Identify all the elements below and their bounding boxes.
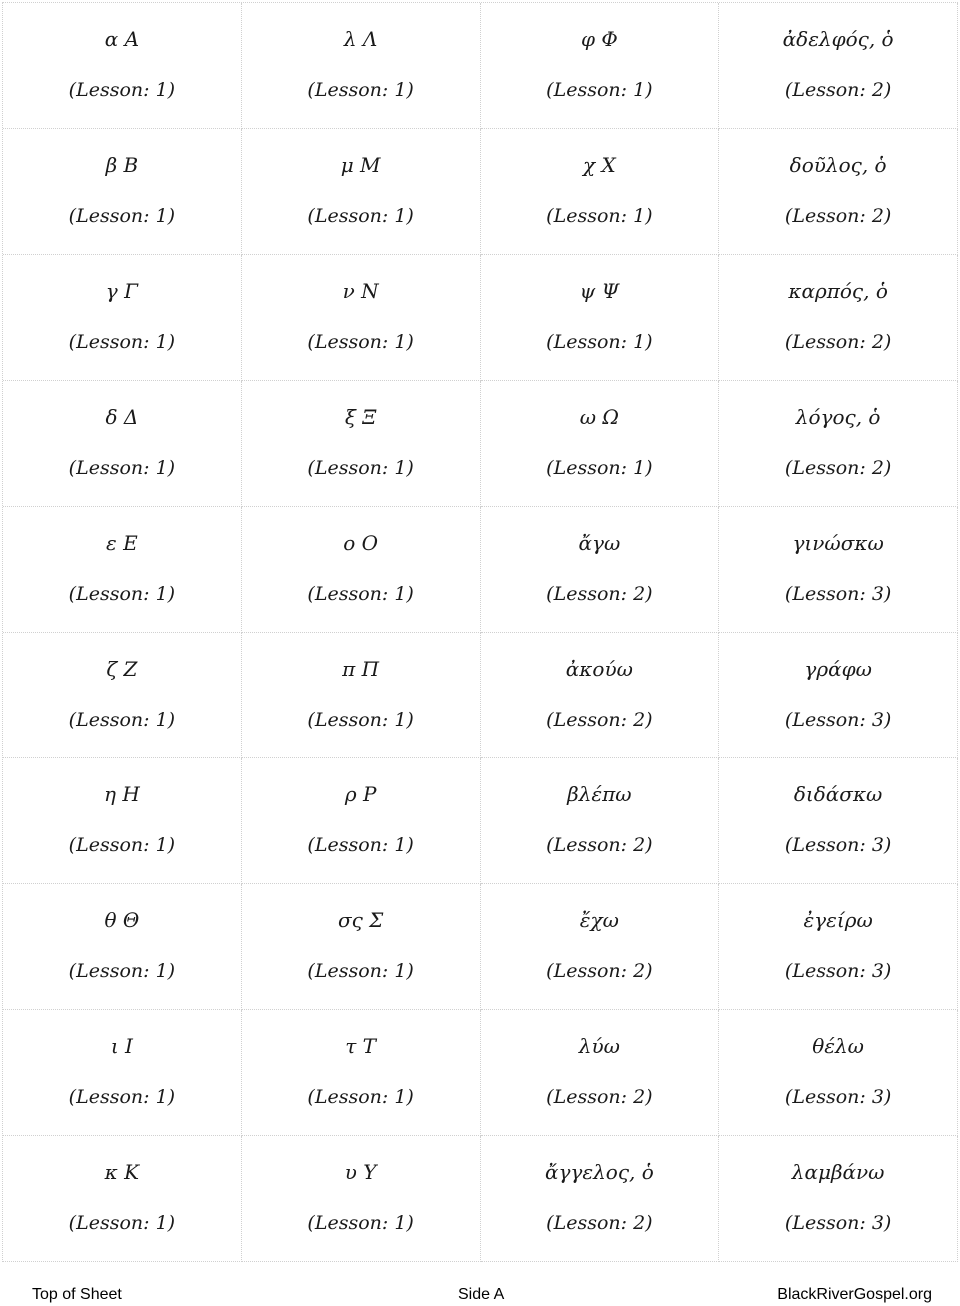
flashcard-term: ἄγω [578, 530, 621, 555]
flashcard [3, 1136, 242, 1262]
flashcard-lesson: (Lesson: 2) [546, 1212, 653, 1235]
flashcard-lesson: (Lesson: 1) [68, 330, 176, 353]
flashcard-lesson: (Lesson: 1) [307, 204, 414, 227]
flashcard-lesson: (Lesson: 1) [307, 1212, 414, 1235]
flashcard-term: ἀδελφός, ὁ [782, 27, 894, 51]
flashcard-lesson: (Lesson: 1) [307, 582, 414, 605]
flashcard [3, 3, 242, 129]
flashcard-term: ρ Ρ [344, 782, 377, 807]
flashcard [481, 3, 720, 129]
flashcard [481, 129, 720, 255]
flashcard [3, 129, 242, 255]
flashcard-term: ἐγείρω [803, 908, 873, 933]
flashcard-sheet [2, 2, 958, 1262]
flashcard-lesson: (Lesson: 2) [546, 582, 653, 605]
flashcard [481, 1136, 720, 1262]
flashcard-term: βλέπω [567, 782, 632, 807]
flashcard [719, 255, 958, 381]
flashcard [719, 884, 958, 1010]
flashcard-term: π Π [342, 656, 380, 681]
flashcard [719, 1136, 958, 1262]
flashcard-term: γινώσκω [792, 530, 884, 555]
flashcard-lesson: (Lesson: 2) [546, 834, 653, 857]
footer-top-of-sheet: Top of Sheet [32, 1286, 122, 1303]
flashcard-lesson: (Lesson: 3) [784, 960, 892, 983]
flashcard-term: τ Τ [345, 1034, 376, 1059]
flashcard [719, 507, 958, 633]
flashcard-lesson: (Lesson: 2) [784, 204, 892, 227]
flashcard-term: κ Κ [104, 1160, 140, 1185]
flashcard-lesson: (Lesson: 1) [546, 79, 653, 101]
flashcard-lesson: (Lesson: 2) [784, 330, 892, 353]
flashcard-term: ο Ο [343, 530, 379, 555]
flashcard-term: ζ Ζ [106, 656, 138, 681]
flashcard [3, 381, 242, 507]
flashcard [481, 758, 720, 884]
flashcard-term: γράφω [804, 656, 872, 681]
flashcard [481, 381, 720, 507]
flashcard-term: διδάσκω [793, 782, 883, 807]
footer-site-name: BlackRiverGospel.org [777, 1286, 932, 1303]
flashcard [242, 507, 481, 633]
flashcard-term: ν Ν [342, 278, 379, 303]
footer-side-label: Side A [458, 1286, 505, 1303]
flashcard-term: β Β [105, 152, 139, 177]
flashcard [719, 633, 958, 759]
flashcard-term: ἔχω [579, 908, 619, 933]
page-footer [0, 1284, 960, 1306]
flashcard [242, 381, 481, 507]
flashcard-lesson: (Lesson: 1) [307, 330, 414, 353]
flashcard-term: φ Φ [580, 27, 618, 51]
flashcard [719, 1010, 958, 1136]
flashcard-lesson: (Lesson: 1) [68, 834, 176, 857]
flashcard-term: λύω [578, 1034, 620, 1059]
flashcard-lesson: (Lesson: 1) [68, 456, 176, 479]
flashcard-term: θ Θ [104, 908, 140, 933]
flashcard-lesson: (Lesson: 1) [68, 582, 176, 605]
flashcard-lesson: (Lesson: 1) [546, 456, 653, 479]
flashcard-term: δοῦλος, ὁ [789, 152, 887, 177]
flashcard-term: α Α [104, 27, 140, 51]
flashcard-lesson: (Lesson: 3) [784, 708, 892, 731]
flashcard [481, 255, 720, 381]
flashcard-term: δ Δ [105, 404, 139, 429]
flashcard-term: λ Λ [343, 27, 378, 51]
flashcard-lesson: (Lesson: 2) [546, 1086, 653, 1109]
flashcard-term: χ Χ [583, 152, 616, 177]
flashcard [719, 129, 958, 255]
flashcard-term: θέλω [812, 1034, 864, 1059]
flashcard [242, 1136, 481, 1262]
flashcard-lesson: (Lesson: 1) [307, 456, 414, 479]
flashcard-lesson: (Lesson: 1) [68, 960, 176, 983]
flashcard-term: ἀκούω [565, 656, 633, 681]
flashcard-term: ι Ι [110, 1034, 133, 1059]
flashcard-lesson: (Lesson: 1) [68, 204, 176, 227]
flashcard-term: υ Υ [344, 1160, 377, 1185]
flashcard-term: ξ Ξ [344, 404, 377, 429]
flashcard [3, 633, 242, 759]
flashcard-lesson: (Lesson: 3) [784, 834, 892, 857]
flashcard [3, 1010, 242, 1136]
flashcard [242, 255, 481, 381]
flashcard-lesson: (Lesson: 3) [784, 1212, 892, 1235]
flashcard-lesson: (Lesson: 1) [68, 708, 176, 731]
flashcard-lesson: (Lesson: 3) [784, 1086, 892, 1109]
flashcard-lesson: (Lesson: 2) [546, 708, 653, 731]
flashcard [719, 3, 958, 129]
flashcard-lesson: (Lesson: 1) [546, 204, 653, 227]
flashcard-lesson: (Lesson: 1) [68, 1212, 176, 1235]
flashcard-lesson: (Lesson: 2) [784, 456, 892, 479]
flashcard-term: λαμβάνω [791, 1160, 885, 1185]
flashcard-term: ω Ω [579, 404, 619, 429]
flashcard [719, 381, 958, 507]
flashcard [719, 758, 958, 884]
flashcard [481, 633, 720, 759]
flashcard-lesson: (Lesson: 2) [546, 960, 653, 983]
flashcard [242, 3, 481, 129]
flashcard-lesson: (Lesson: 1) [307, 1086, 414, 1109]
flashcard-lesson: (Lesson: 2) [784, 79, 892, 101]
flashcard-lesson: (Lesson: 1) [68, 79, 176, 101]
flashcard-term: ἄγγελος, ὁ [544, 1160, 654, 1185]
flashcard [481, 507, 720, 633]
flashcard-lesson: (Lesson: 1) [546, 330, 653, 353]
flashcard [481, 884, 720, 1010]
flashcard [3, 255, 242, 381]
flashcard [242, 633, 481, 759]
flashcard [242, 1010, 481, 1136]
flashcard-lesson: (Lesson: 1) [307, 960, 414, 983]
flashcard [242, 884, 481, 1010]
flashcard-lesson: (Lesson: 1) [307, 79, 414, 101]
flashcard [3, 758, 242, 884]
flashcard-lesson: (Lesson: 3) [784, 582, 892, 605]
flashcard-lesson: (Lesson: 1) [307, 834, 414, 857]
flashcard-term: ψ Ψ [579, 278, 620, 303]
flashcard-term: ε Ε [106, 530, 138, 555]
flashcard-lesson: (Lesson: 1) [68, 1086, 176, 1109]
flashcard [3, 507, 242, 633]
flashcard-term: σς Σ [337, 908, 384, 933]
flashcard-term: γ Γ [105, 278, 138, 303]
flashcard [3, 884, 242, 1010]
flashcard [242, 129, 481, 255]
flashcard-term: καρπός, ὁ [788, 278, 888, 303]
flashcard-lesson: (Lesson: 1) [307, 708, 414, 731]
flashcard [242, 758, 481, 884]
flashcard-term: λόγος, ὁ [795, 404, 881, 429]
flashcard [481, 1010, 720, 1136]
flashcard-term: η Η [103, 782, 140, 807]
flashcard-term: μ Μ [340, 152, 381, 177]
